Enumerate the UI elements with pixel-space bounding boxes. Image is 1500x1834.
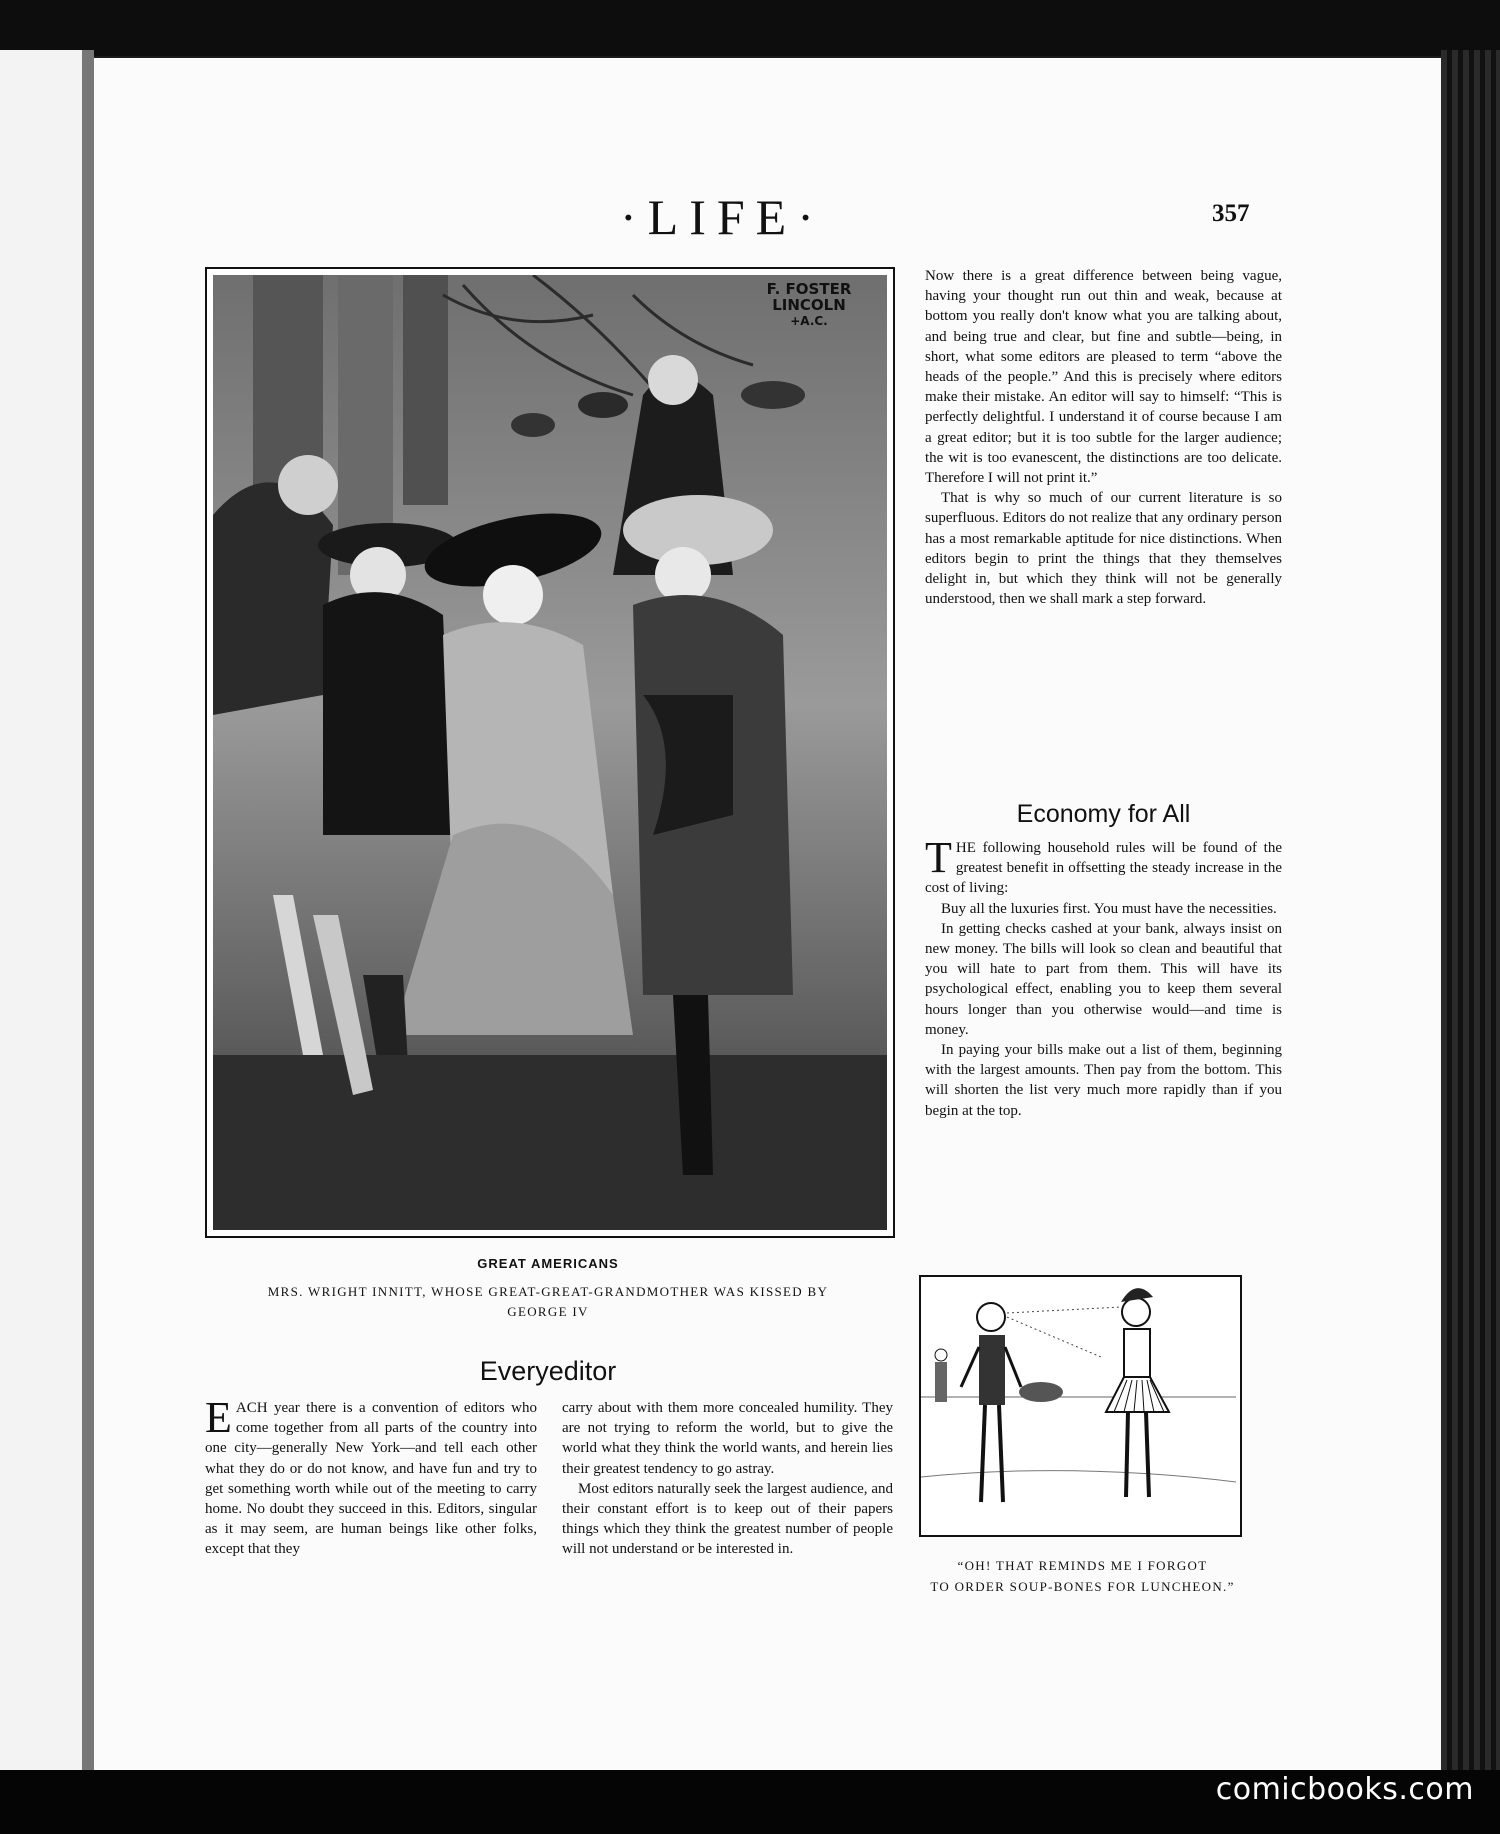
artist-signature: F. FOSTER LINCOLN +A.C.: [766, 280, 852, 328]
article-continuation: [925, 266, 1282, 609]
dropcap: E: [205, 1393, 232, 1442]
book-gutter: [82, 50, 94, 1770]
cartoon-drawing: [921, 1277, 1236, 1531]
economy-heading: Economy for All: [1016, 800, 1191, 828]
paragraph: THE following household rules will be found of the greatest benefit in offsetting the steady increase in the cost of living:: [925, 833, 1282, 897]
page-stack-edge: [1441, 50, 1500, 1770]
everyeditor-column-1: [205, 1393, 537, 1560]
illustration-caption-title: GREAT AMERICANS: [477, 1256, 619, 1271]
economy-article: [925, 833, 1282, 1121]
everyeditor-heading: Everyeditor: [479, 1356, 617, 1386]
paragraph: In getting checks cashed at your bank, always insist on new money. The bills will look so clean and beautiful that you will hate to part from them. This will have its psychological effect, enabling you to keep them several hours longer than you otherwise would—and time is money.: [925, 920, 1282, 1038]
everyeditor-column-2: [562, 1398, 893, 1560]
paragraph: Buy all the luxuries first. You must have the necessities.: [941, 900, 1277, 917]
illustration-great-americans: [205, 267, 895, 1238]
beach-cartoon: [919, 1275, 1242, 1537]
paragraph: Now there is a great difference between being vague, having your thought run out thin and weak, because at bottom you really don't know what you are talking about, and being true and clear, but fine and subtle—being, in short, what some editors are pleased to term “above the heads of the people.” And this is precisely where editors make their mistake. An editor will say to himself: “This is perfectly delightful. I understand it of course because I am a great editor; but it is too subtle for the larger audience; the wit is too evanescent, the distinctions are too delicate. Therefore I will not print it.”: [925, 268, 1282, 487]
facing-page-edge: [0, 50, 82, 1770]
paragraph: EACH year there is a convention of editors who come together from all parts of the country into one city—generally New York—and tell each other what they do or do not know, and have fun and try to get something worth while out of the meeting to carry home. No doubt they succeed in this. Editors, singular as it may seem, are human beings like other folks, except that they: [205, 1393, 537, 1558]
paragraph: Most editors naturally seek the largest audience, and their constant effort is to keep out of their papers things which they think the greatest number of people will not understand or be interested in.: [562, 1480, 893, 1558]
paragraph: carry about with them more concealed humility. They are not trying to reform the world, but to give the world what they think the world wants, and herein lies their greatest tendency to go astray.: [562, 1400, 893, 1477]
site-watermark: comicbooks.com: [1215, 1772, 1474, 1807]
cartoon-caption: “OH! THAT REMINDS ME I FORGOT TO ORDER SOUP-BONES FOR LUNCHEON.”: [930, 1558, 1235, 1594]
page-number: 357: [1212, 200, 1250, 227]
dropcap: T: [925, 833, 952, 882]
scan-top-border: [0, 0, 1500, 56]
illustration-caption: MRS. WRIGHT INNITT, WHOSE GREAT-GREAT-GRANDMOTHER WAS KISSED BY GEORGE IV: [267, 1284, 829, 1319]
masthead: ·LIFE·: [620, 189, 825, 245]
illustration-drawing: [213, 275, 887, 1230]
paragraph: That is why so much of our current literature is so superfluous. Editors do not realize that any ordinary person has a most remarkable aptitude for nice distinctions. When editors begin to print the things that they themselves delight in, but which they think will not be generally understood, then we shall mark a step forward.: [925, 490, 1282, 608]
paragraph: In paying your bills make out a list of them, beginning with the largest amounts. Then pay from the bottom. This will shorten the list very much more rapidly than if you begin at the top.: [925, 1042, 1282, 1119]
